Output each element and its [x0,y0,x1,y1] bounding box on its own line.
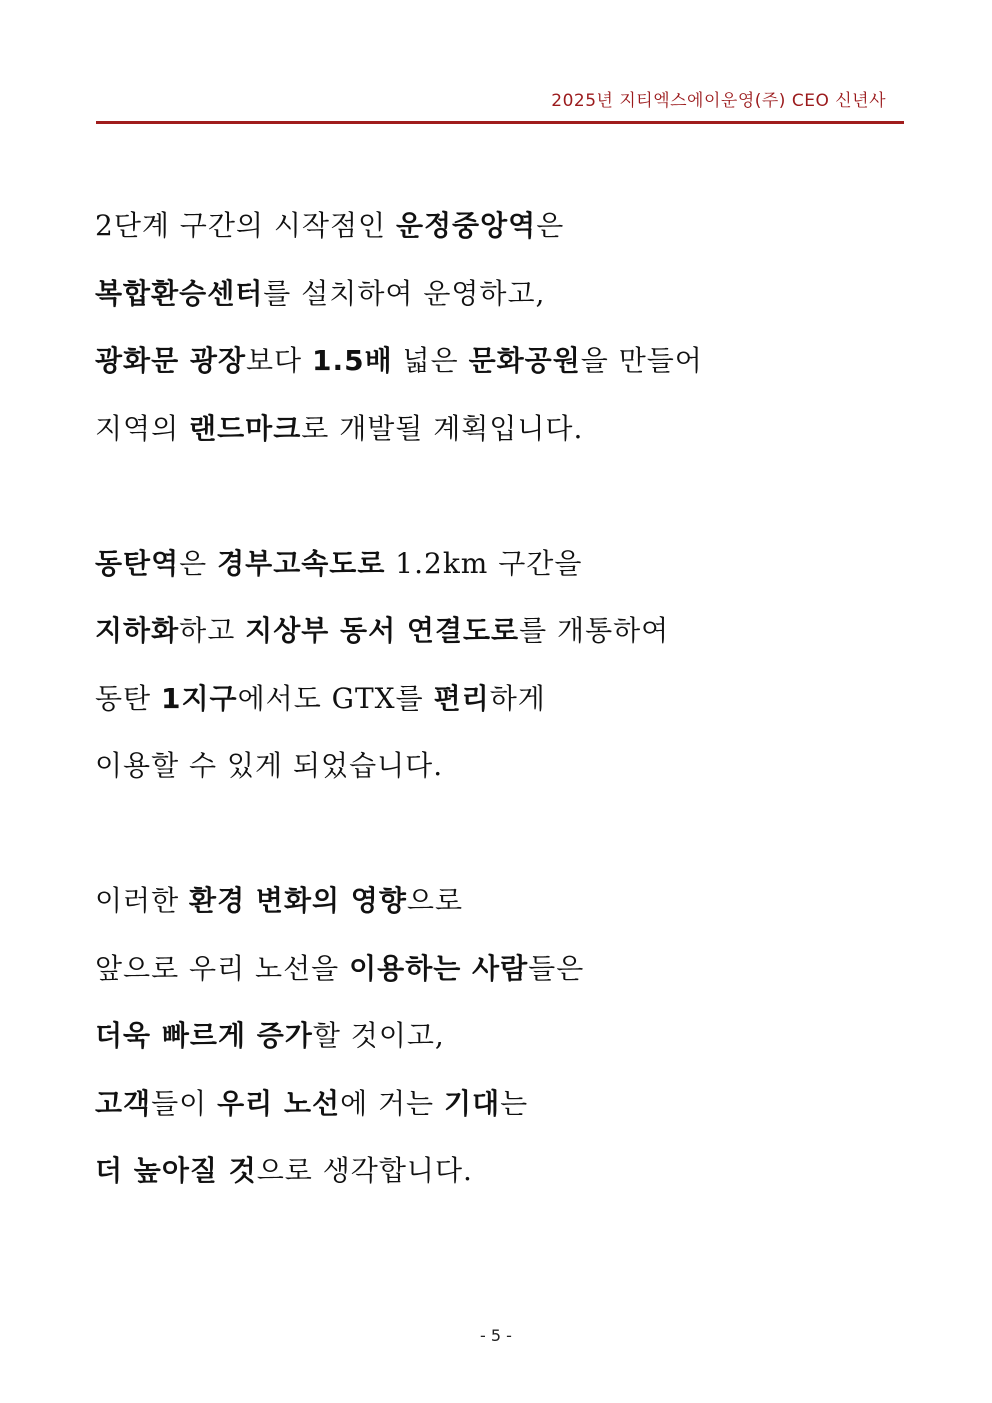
text-segment: 넓은 [392,344,469,377]
text-segment: 들은 [528,951,585,985]
text-segment: 으로 생각합니다. [256,1154,473,1187]
text-line [95,1141,915,1209]
document-body [95,196,915,1209]
bold-text: 우리 노선 [217,1086,341,1120]
text-segment: 하게 [489,681,546,715]
text-segment: 는 [500,1086,529,1120]
text-segment: 지역의 [95,411,190,445]
text-segment: 로 개발될 계획입니다. [301,411,584,445]
text-segment: 보다 [246,344,312,377]
text-segment: 이용할 수 있게 되었습니다. [95,749,444,782]
text-line [95,534,915,602]
text-line [95,331,915,399]
paragraph [95,196,915,466]
paragraph [95,871,915,1209]
text-segment: 를 개통하여 [519,614,670,647]
bold-text: 지상부 동서 연결도로 [245,614,520,647]
text-line [95,196,915,264]
paragraph [95,534,915,804]
text-segment: 을 만들어 [580,344,703,377]
text-segment: 은 [536,209,565,242]
text-line [95,399,915,467]
text-line [95,1074,915,1142]
text-segment: 를 설치하여 운영하고, [263,276,546,310]
bold-text: 광화문 광장 [95,344,246,377]
text-segment: 들이 [151,1086,218,1120]
bold-text: 복합환승센터 [95,276,264,310]
bold-text: 고객 [95,1086,152,1120]
text-line [95,939,915,1007]
text-segment: 하고 [179,614,246,647]
text-segment: 에 거는 [340,1086,445,1120]
bold-text: 편리 [433,681,490,715]
page-header [96,84,904,124]
header-divider [96,121,904,124]
paragraph-gap [95,804,915,872]
paragraph-gap [95,466,915,534]
header-title: 2025년 지티엑스에이운영(주) CEO 신년사 [551,91,886,111]
page-number: - 5 - [480,1326,512,1345]
text-segment: 은 [179,546,218,580]
bold-text: 환경 변화의 영향 [189,884,407,917]
text-line [95,601,915,669]
bold-text: 1.5배 [312,344,393,377]
text-segment: 2단계 구간의 시작점인 [95,209,396,242]
bold-text: 경부고속도로 [217,546,386,580]
bold-text: 동탄역 [95,546,180,580]
text-segment: 에서도 GTX를 [237,681,434,715]
bold-text: 더욱 빠르게 증가 [95,1019,313,1052]
bold-text: 랜드마크 [189,411,302,445]
bold-text: 운정중앙역 [395,209,537,242]
bold-text: 문화공원 [468,344,581,377]
text-line [95,1006,915,1074]
text-segment: 앞으로 우리 노선을 [95,951,350,985]
text-segment: 으로 [406,884,463,917]
bold-text: 기대 [444,1086,501,1120]
bold-text: 더 높아질 것 [95,1154,257,1187]
text-line [95,736,915,804]
bold-text: 이용하는 사람 [349,951,529,985]
text-line [95,264,915,332]
bold-text: 1지구 [161,681,238,715]
text-line [95,669,915,737]
text-segment: 동탄 [95,681,161,715]
text-segment: 1.2km 구간을 [385,546,583,580]
text-segment: 할 것이고, [312,1019,445,1052]
text-segment: 이러한 [95,884,190,917]
bold-text: 지하화 [95,614,180,647]
text-line [95,871,915,939]
